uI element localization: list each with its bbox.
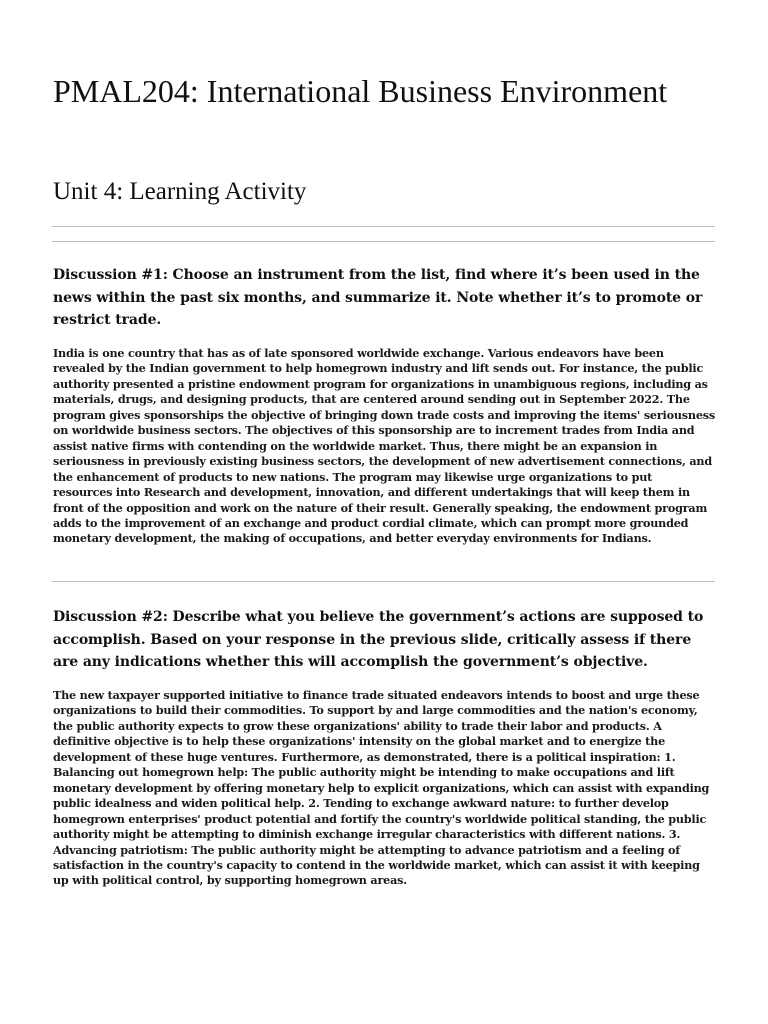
discussion-2-response: The new taxpayer supported initiative to finance trade situated endeavors intends to boost and urge these organizations to build their commodities. To support by and large commodities and the nation's economy, the public authority expects to grow these organizations' ability to trade their labor and products. A definitive objective is to help these organizations' intensity on the global market and to energize the development of these huge ventures. Furthermore, as demonstrated, there is a political inspiration: 1. Balancing out homegrown help: The public authority might be intending to make occupations and lift monetary development by offering monetary help to explicit organizations, which can assist with expanding public idealness and widen political help. 2. Tending to exchange awkward nature: to further develop homegrown enterprises' product potential and fortify the country's worldwide political standing, the public authority might be attempting to diminish exchange irregular characteristics with different nations. 3. Advancing patriotism: The public authority might be attempting to advance patriotism and a feeling of satisfaction in the country's capacity to contend in the worldwide market, which can assist it with keeping up with political control, by supporting homegrown areas. <box>53 688 710 888</box>
discussion-2-prompt: Discussion #2: Describe what you believe the government’s actions are supposed to accomplish. Based on your response in the previous slide, critically assess if there are any indications whether this will accomplish the government’s objective. <box>53 609 704 670</box>
divider-top-second <box>52 241 715 242</box>
discussion-1-prompt: Discussion #1: Choose an instrument from the list, find where it’s been used in the news within the past six months, and summarize it. Note whether it’s to promote or restrict trade. <box>53 267 703 328</box>
discussion-1-response: India is one country that has as of late sponsored worldwide exchange. Various endeavors have been revealed by the Indian government to help homegrown industry and lift sends out. For instance, the public authority presented a pristine endowment program for organizations in unambiguous regions, including as materials, drugs, and designing products, that are centered around sending out in September 2022. The program gives sponsorships the objective of bringing down trade costs and improving the items' seriousness on worldwide business sectors. The objectives of this sponsorship are to increment trades from India and assist native firms with contending on the worldwide market. Thus, there might be an expansion in seriousness in previously existing business sectors, the development of new advertisement connections, and the enhancement of products to new nations. The program may likewise urge organizations to put resources into Research and development, innovation, and different undertakings that will keep them in front of the opposition and work on the nature of their result. Generally speaking, the endowment program adds to the improvement of an exchange and product cordial climate, which can prompt more grounded monetary development, the making of occupations, and better everyday environments for Indians. <box>53 346 715 546</box>
document-title: PMAL204: International Business Environment <box>53 73 668 109</box>
document-subtitle: Unit 4: Learning Activity <box>53 178 307 205</box>
divider-middle <box>52 581 715 582</box>
divider-top <box>52 226 715 227</box>
